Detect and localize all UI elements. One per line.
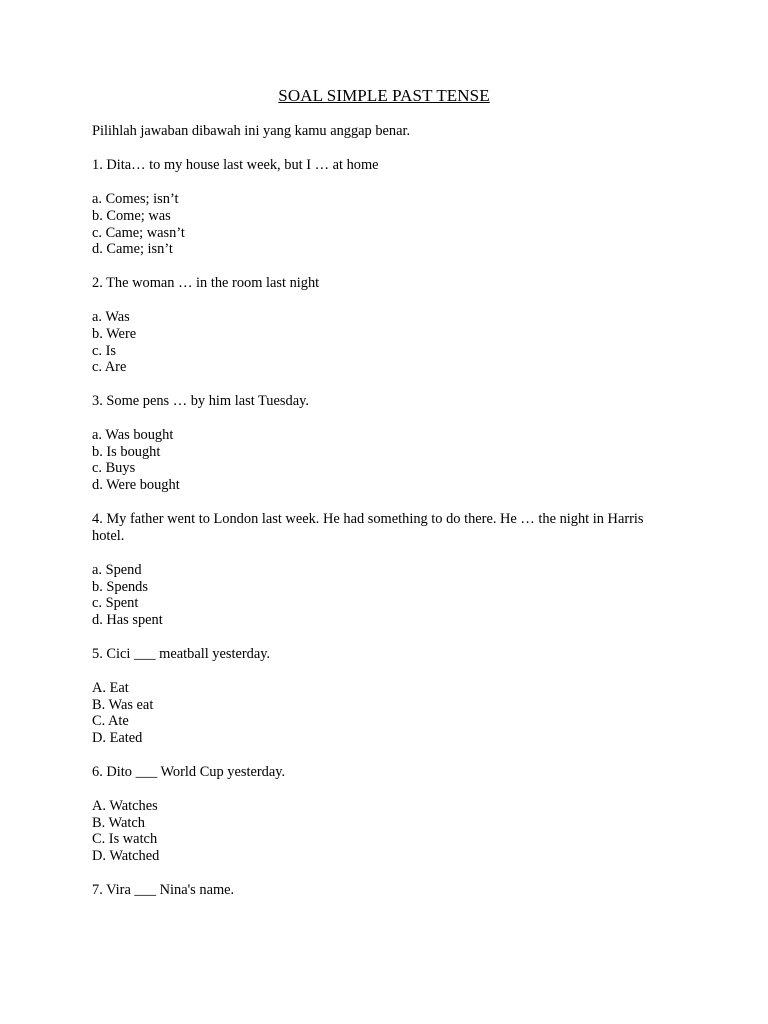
question-5-option-d: D. Eated — [92, 730, 143, 746]
question-2-option-c: c. Is — [92, 343, 116, 359]
question-4-option-d: d. Has spent — [92, 612, 163, 628]
instruction-text: Pilihlah jawaban dibawah ini yang kamu anggap benar. — [92, 123, 411, 139]
question-7-text: 7. Vira ___ Nina's name. — [92, 882, 235, 898]
question-6-option-a: A. Watches — [92, 798, 158, 814]
question-5-option-a: A. Eat — [92, 680, 129, 696]
question-3-option-d: d. Were bought — [92, 477, 180, 493]
question-6-option-d: D. Watched — [92, 848, 160, 864]
question-6-option-b: B. Watch — [92, 815, 145, 831]
question-2-option-a: a. Was — [92, 309, 130, 325]
question-3-option-c: c. Buys — [92, 460, 136, 476]
question-5-option-c: C. Ate — [92, 713, 129, 729]
question-3-text: 3. Some pens … by him last Tuesday. — [92, 393, 309, 409]
question-5-text: 5. Cici ___ meatball yesterday. — [92, 646, 271, 662]
question-3-option-b: b. Is bought — [92, 444, 161, 460]
question-3-option-a: a. Was bought — [92, 427, 174, 443]
question-1-option-b: b. Come; was — [92, 208, 171, 224]
question-1-option-d: d. Came; isn’t — [92, 241, 173, 257]
question-2-option-d: c. Are — [92, 359, 127, 375]
question-4-text: 4. My father went to London last week. He had something to do there. He … the night in Harris hotel. — [92, 511, 644, 544]
page-title: SOAL SIMPLE PAST TENSE — [278, 86, 490, 105]
question-1-option-c: c. Came; wasn’t — [92, 225, 185, 241]
question-4-option-a: a. Spend — [92, 562, 142, 578]
question-6-option-c: C. Is watch — [92, 831, 158, 847]
question-5-option-b: B. Was eat — [92, 697, 154, 713]
question-4-option-b: b. Spends — [92, 579, 148, 595]
question-2-text: 2. The woman … in the room last night — [92, 275, 320, 291]
question-1-option-a: a. Comes; isn’t — [92, 191, 179, 207]
question-1-text: 1. Dita… to my house last week, but I … at home — [92, 157, 379, 173]
question-4-option-c: c. Spent — [92, 595, 139, 611]
question-2-option-b: b. Were — [92, 326, 137, 342]
question-6-text: 6. Dito ___ World Cup yesterday. — [92, 764, 286, 780]
